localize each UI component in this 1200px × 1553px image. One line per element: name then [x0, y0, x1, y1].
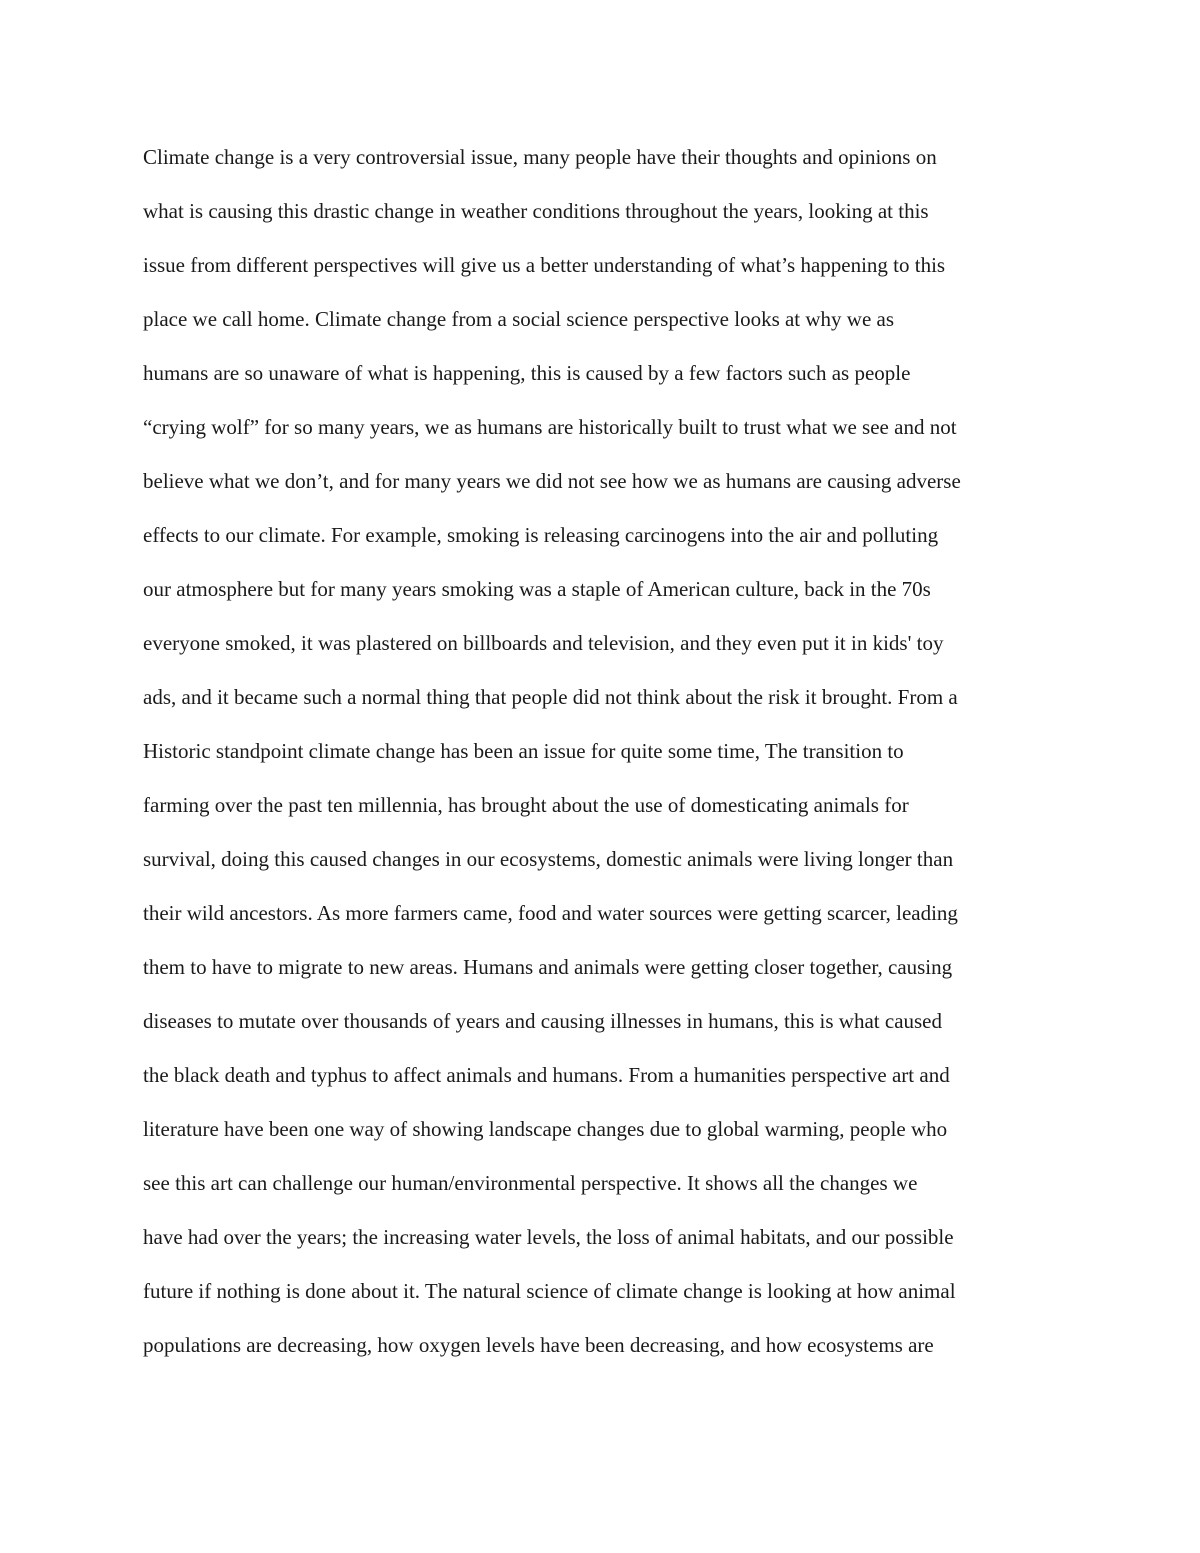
text-line: their wild ancestors. As more farmers came, food and water sources were getting scarcer, leading [143, 901, 958, 925]
essay-paragraph [143, 130, 1083, 1372]
text-line: literature have been one way of showing landscape changes due to global warming, people who [143, 1117, 948, 1141]
text-line: Climate change is a very controversial issue, many people have their thoughts and opinions on [143, 145, 937, 169]
text-line: have had over the years; the increasing water levels, the loss of animal habitats, and our possible [143, 1225, 954, 1249]
text-line: issue from different perspectives will give us a better understanding of what’s happening to this [143, 253, 946, 277]
text-line: believe what we don’t, and for many years we did not see how we as humans are causing adverse [143, 469, 961, 493]
text-line: our atmosphere but for many years smoking was a staple of American culture, back in the 70s [143, 577, 931, 601]
text-line: what is causing this drastic change in weather conditions throughout the years, looking at this [143, 199, 929, 223]
text-line: the black death and typhus to affect animals and humans. From a humanities perspective art and [143, 1063, 950, 1087]
text-line: everyone smoked, it was plastered on billboards and television, and they even put it in kids' toy [143, 631, 944, 655]
text-line: survival, doing this caused changes in our ecosystems, domestic animals were living longer than [143, 847, 954, 871]
text-line: Historic standpoint climate change has been an issue for quite some time, The transition to [143, 739, 904, 763]
text-line: place we call home. Climate change from a social science perspective looks at why we as [143, 307, 895, 331]
text-line: see this art can challenge our human/environmental perspective. It shows all the changes we [143, 1171, 918, 1195]
text-line: farming over the past ten millennia, has brought about the use of domesticating animals for [143, 793, 909, 817]
text-line: them to have to migrate to new areas. Humans and animals were getting closer together, causing [143, 955, 953, 979]
text-line: effects to our climate. For example, smoking is releasing carcinogens into the air and polluting [143, 523, 939, 547]
text-line: humans are so unaware of what is happening, this is caused by a few factors such as people [143, 361, 911, 385]
text-line: diseases to mutate over thousands of years and causing illnesses in humans, this is what caused [143, 1009, 943, 1033]
text-line: ads, and it became such a normal thing that people did not think about the risk it brought. From a [143, 685, 958, 709]
text-line: future if nothing is done about it. The natural science of climate change is looking at how animal [143, 1279, 956, 1303]
text-line: “crying wolf” for so many years, we as humans are historically built to trust what we see and not [143, 415, 957, 439]
text-line: populations are decreasing, how oxygen levels have been decreasing, and how ecosystems are [143, 1333, 934, 1357]
